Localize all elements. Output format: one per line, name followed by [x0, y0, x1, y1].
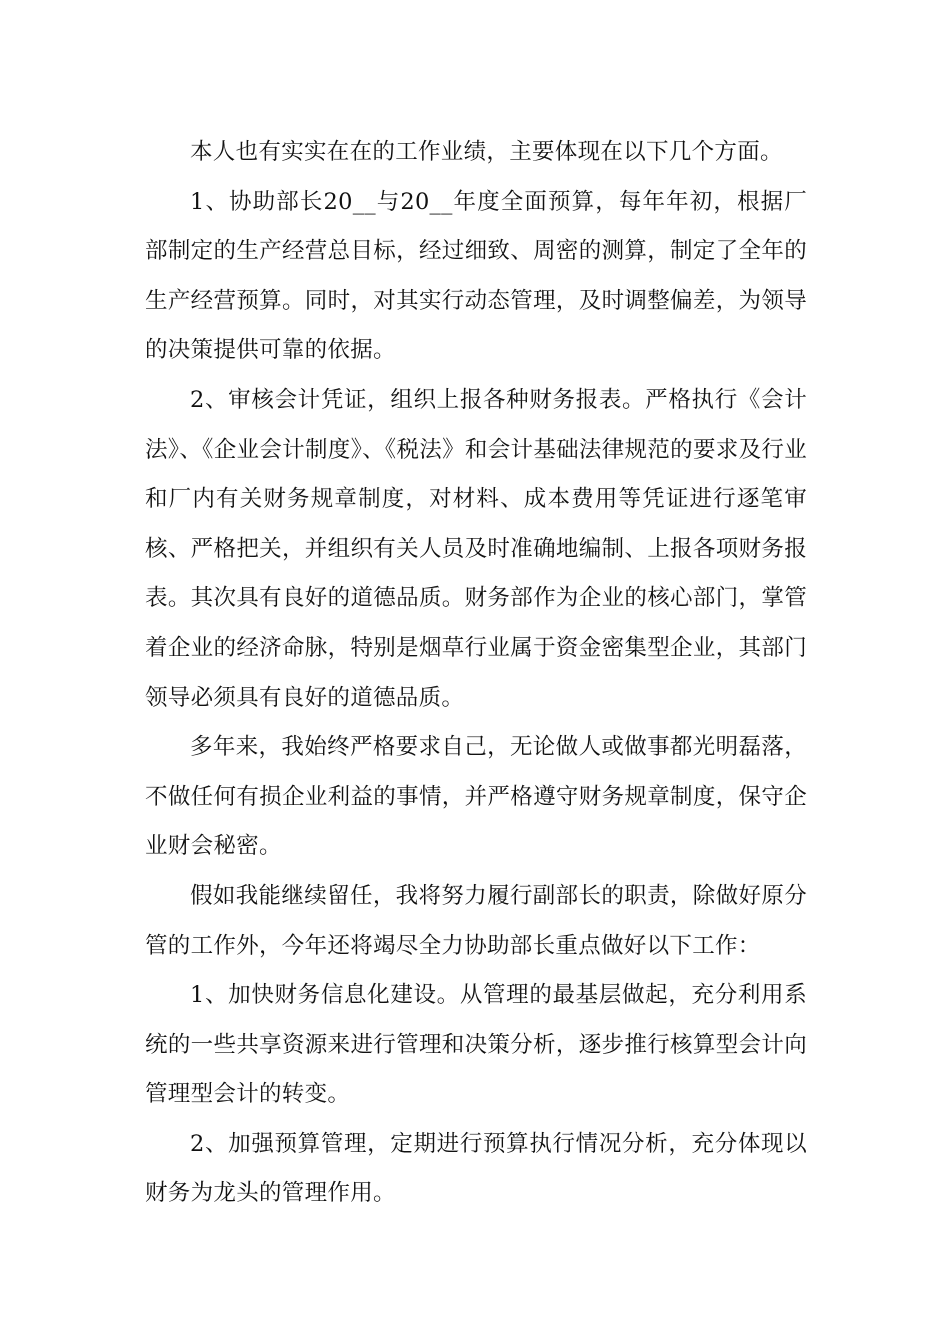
budget-paragraph: 1、协助部长20__与20__年度全面预算，每年年初，根据厂部制定的生产经营总目标，经过细致、周密的测算，制定了全年的生产经营预算。同时，对其实行动态管理，及时调整偏差，为领导的决策提供可靠的依据。 [145, 188, 807, 364]
integrity-paragraph: 多年来，我始终严格要求自己，无论做人或做事都光明磊落，不做任何有损企业利益的事情，并严格遵守财务规章制度，保守企业财会秘密。 [145, 734, 807, 860]
budget-management-paragraph: 2、加强预算管理，定期进行预算执行情况分析，充分体现以财务为龙头的管理作用。 [145, 1130, 807, 1207]
document-body [145, 128, 807, 1219]
informatization-paragraph: 1、加快财务信息化建设。从管理的最基层做起，充分利用系统的一些共享资源来进行管理和决策分析，逐步推行核算型会计向管理型会计的转变。 [145, 982, 807, 1108]
intro-paragraph: 本人也有实实在在的工作业绩，主要体现在以下几个方面。 [190, 139, 783, 165]
audit-paragraph: 2、审核会计凭证，组织上报各种财务报表。严格执行《会计法》、《企业会计制度》、《税法》和会计基础法律规范的要求及行业和厂内有关财务规章制度，对材料、成本费用等凭证进行逐笔审核、严格把关，并组织有关人员及时准确地编制、上报各项财务报表。其次具有良好的道德品质。财务部作为企业的核心部门，掌管着企业的经济命脉，特别是烟草行业属于资金密集型企业，其部门领导必须具有良好的道德品质。 [145, 386, 807, 711]
future-plan-paragraph: 假如我能继续留任，我将努力履行副部长的职责，除做好原分管的工作外，今年还将竭尽全力协助部长重点做好以下工作： [145, 882, 807, 959]
